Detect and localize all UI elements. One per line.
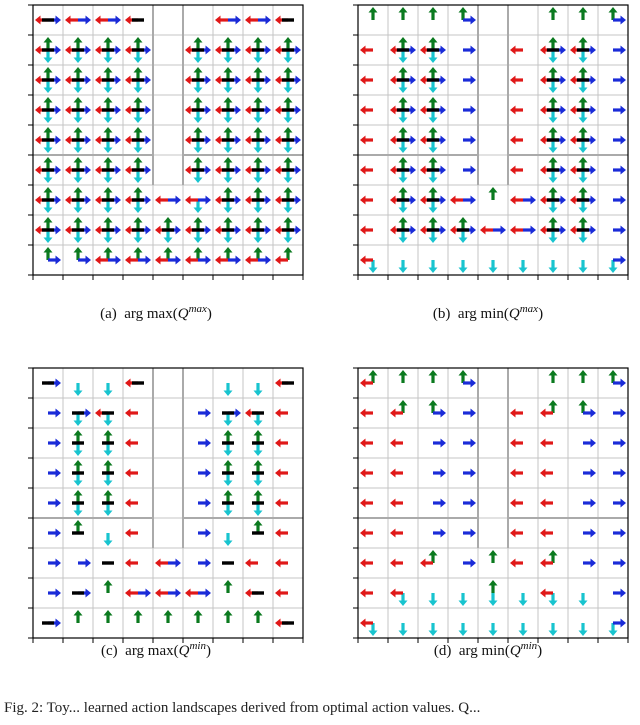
cell-arrows — [360, 370, 378, 388]
cell-arrows — [463, 469, 476, 478]
cell-arrows — [510, 439, 523, 448]
arrow-down-icon — [489, 593, 498, 606]
arrow-right-icon — [583, 439, 596, 448]
cell-arrows — [433, 529, 446, 538]
caption-q: (Q — [173, 643, 190, 659]
cell-arrows — [613, 469, 626, 478]
arrow-left-icon — [540, 409, 553, 418]
arrow-right-icon — [613, 409, 626, 418]
cell-arrows — [609, 619, 627, 637]
arrow-up-icon — [459, 370, 468, 383]
caption-operator: arg min — [457, 306, 504, 322]
cell-arrows — [360, 469, 373, 478]
cell-arrows — [433, 439, 446, 448]
cell-arrows — [613, 529, 626, 538]
cell-arrows — [459, 593, 468, 606]
panel-caption: (a) arg $\max(Q^{max})$ — [100, 303, 212, 322]
caption-label: (b) — [432, 306, 458, 322]
arrow-up-icon — [399, 370, 408, 383]
arrow-left-icon — [390, 469, 403, 478]
cell-arrows — [510, 559, 523, 568]
cell-arrows — [613, 499, 626, 508]
arrow-right-icon — [613, 529, 626, 538]
caption-operator: arg max — [125, 643, 174, 659]
arrow-left-icon — [360, 529, 373, 538]
caption-operator: arg max — [124, 306, 173, 322]
arrow-left-icon — [390, 529, 403, 538]
arrow-down-icon — [519, 593, 528, 606]
arrow-left-icon — [360, 589, 373, 598]
caption-label: (a) — [100, 306, 125, 322]
caption-superscript: max — [519, 303, 539, 315]
cell-arrows — [360, 439, 373, 448]
arrow-down-icon — [549, 623, 558, 636]
arrow-right-icon — [433, 529, 446, 538]
arrow-right-icon — [463, 439, 476, 448]
arrow-left-icon — [360, 379, 373, 388]
arrow-up-icon — [549, 550, 558, 563]
cell-arrows — [360, 529, 373, 538]
arrow-up-icon — [369, 370, 378, 383]
arrow-left-icon — [510, 559, 523, 568]
arrow-up-icon — [399, 400, 408, 413]
cell-arrows — [433, 469, 446, 478]
cell-arrows — [429, 370, 438, 383]
arrow-down-icon — [399, 623, 408, 636]
arrow-up-icon — [609, 370, 618, 383]
cell-arrows — [360, 559, 373, 568]
cell-arrows — [549, 623, 558, 636]
cell-arrows — [429, 623, 438, 636]
arrow-up-icon — [429, 550, 438, 563]
arrow-down-icon — [579, 623, 588, 636]
arrow-left-icon — [360, 409, 373, 418]
arrow-left-icon — [540, 469, 553, 478]
arrow-left-icon — [390, 499, 403, 508]
arrow-left-icon — [510, 409, 523, 418]
cell-arrows — [583, 529, 596, 538]
arrow-right-icon — [613, 589, 626, 598]
arrow-left-icon — [360, 559, 373, 568]
arrow-left-icon — [540, 439, 553, 448]
cell-arrows — [583, 499, 596, 508]
arrow-up-icon — [429, 400, 438, 413]
arrow-right-icon — [463, 529, 476, 538]
caption-label: (c) — [101, 643, 126, 659]
arrow-left-icon — [540, 559, 553, 568]
caption-q: (Q — [503, 306, 520, 322]
cell-arrows — [390, 499, 403, 508]
cell-arrows — [360, 499, 373, 508]
arrow-right-icon — [613, 439, 626, 448]
arrow-up-icon — [429, 370, 438, 383]
cell-arrows — [463, 529, 476, 538]
caption-superscript: min — [189, 640, 206, 652]
arrow-up-icon — [579, 400, 588, 413]
panel-caption: (c) arg $\max(Q^{min})$ — [101, 640, 211, 659]
cell-arrows — [489, 580, 498, 606]
cell-arrows — [510, 469, 523, 478]
caption-superscript: max — [188, 303, 207, 315]
arrow-left-icon — [390, 439, 403, 448]
cell-arrows — [489, 623, 498, 636]
cell-arrows — [613, 589, 626, 598]
cell-arrows — [549, 370, 558, 383]
arrow-left-icon — [390, 559, 403, 568]
arrow-right-icon — [463, 409, 476, 418]
arrow-right-icon — [583, 499, 596, 508]
cell-arrows — [613, 409, 626, 418]
cell-arrows — [609, 370, 627, 388]
cell-arrows — [429, 593, 438, 606]
cell-arrows — [579, 400, 597, 418]
arrow-left-icon — [510, 499, 523, 508]
arrow-up-icon — [489, 580, 498, 593]
caption-q: (Q — [504, 643, 521, 659]
cell-arrows — [579, 623, 588, 636]
arrow-right-icon — [463, 379, 476, 388]
caption-superscript: min — [520, 640, 538, 652]
arrow-left-icon — [540, 589, 553, 598]
arrow-right-icon — [433, 409, 446, 418]
arrow-right-icon — [583, 409, 596, 418]
cell-arrows — [420, 550, 438, 568]
arrow-left-icon — [510, 439, 523, 448]
cell-arrows — [390, 400, 408, 418]
cell-arrows — [463, 439, 476, 448]
arrow-down-icon — [489, 623, 498, 636]
cell-arrows — [390, 529, 403, 538]
arrow-left-icon — [390, 409, 403, 418]
cell-arrows — [390, 469, 403, 478]
cell-arrows — [360, 589, 373, 598]
cell-arrows — [463, 499, 476, 508]
cell-arrows — [510, 499, 523, 508]
cell-arrows — [429, 400, 447, 418]
cell-arrows — [583, 439, 596, 448]
arrow-right-icon — [433, 469, 446, 478]
arrow-right-icon — [583, 469, 596, 478]
arrow-left-icon — [510, 529, 523, 538]
cell-arrows — [579, 593, 588, 606]
cell-arrows — [540, 400, 558, 418]
arrow-right-icon — [463, 499, 476, 508]
cell-arrows — [459, 370, 477, 388]
arrow-left-icon — [510, 469, 523, 478]
arrow-left-icon — [540, 499, 553, 508]
cell-arrows — [390, 589, 408, 607]
arrow-up-icon — [549, 400, 558, 413]
cell-arrows — [390, 559, 403, 568]
caption-q: (Q — [172, 306, 189, 322]
figure-footer: Fig. 2: Toy... learned action landscapes derived from optimal action values. Q... — [4, 700, 481, 716]
cell-arrows — [613, 439, 626, 448]
arrow-down-icon — [369, 623, 378, 636]
cell-arrows — [540, 469, 553, 478]
cell-arrows — [489, 550, 498, 563]
arrow-down-icon — [609, 623, 618, 636]
cell-arrows — [510, 409, 523, 418]
arrow-down-icon — [579, 593, 588, 606]
arrow-left-icon — [360, 619, 373, 628]
cell-arrows — [399, 623, 408, 636]
arrow-right-icon — [583, 559, 596, 568]
cell-arrows — [540, 439, 553, 448]
cell-arrows — [579, 370, 588, 383]
arrow-left-icon — [360, 439, 373, 448]
cell-arrows — [360, 409, 373, 418]
arrow-down-icon — [459, 623, 468, 636]
arrow-left-icon — [360, 469, 373, 478]
cell-arrows — [519, 593, 528, 606]
arrow-right-icon — [433, 439, 446, 448]
cell-arrows — [540, 499, 553, 508]
arrow-left-icon — [360, 499, 373, 508]
arrow-right-icon — [613, 559, 626, 568]
arrow-right-icon — [463, 559, 476, 568]
arrow-down-icon — [429, 623, 438, 636]
caption-operator: arg min — [458, 643, 505, 659]
arrow-right-icon — [613, 499, 626, 508]
cell-arrows — [540, 589, 558, 607]
panel-caption: (d) arg $\min(Q^{min})$ — [433, 640, 543, 659]
arrow-down-icon — [429, 593, 438, 606]
action-arrows — [360, 370, 626, 636]
cell-arrows — [463, 409, 476, 418]
cell-arrows — [583, 469, 596, 478]
cell-arrows — [360, 619, 378, 637]
arrow-up-icon — [489, 550, 498, 563]
cell-arrows — [433, 499, 446, 508]
arrow-up-icon — [549, 370, 558, 383]
cell-arrows — [519, 623, 528, 636]
arrow-down-icon — [519, 623, 528, 636]
cell-arrows — [540, 529, 553, 538]
cell-arrows — [613, 559, 626, 568]
cell-arrows — [390, 439, 403, 448]
arrow-right-icon — [613, 469, 626, 478]
cell-arrows — [463, 559, 476, 568]
arrow-down-icon — [399, 593, 408, 606]
cell-arrows — [540, 550, 558, 568]
cell-arrows — [510, 529, 523, 538]
arrow-right-icon — [613, 619, 626, 628]
panel-caption: (b) arg $\min(Q^{max})$ — [432, 303, 544, 322]
arrow-down-icon — [459, 593, 468, 606]
cell-arrows — [399, 370, 408, 383]
arrow-down-icon — [549, 593, 558, 606]
caption-label: (d) — [433, 643, 459, 659]
arrow-left-icon — [540, 529, 553, 538]
arrow-left-icon — [390, 589, 403, 598]
arrow-up-icon — [579, 370, 588, 383]
arrow-left-icon — [420, 559, 433, 568]
arrow-right-icon — [613, 379, 626, 388]
arrow-right-icon — [433, 499, 446, 508]
cell-arrows — [583, 559, 596, 568]
cell-arrows — [459, 623, 468, 636]
arrow-right-icon — [463, 469, 476, 478]
arrow-right-icon — [583, 529, 596, 538]
